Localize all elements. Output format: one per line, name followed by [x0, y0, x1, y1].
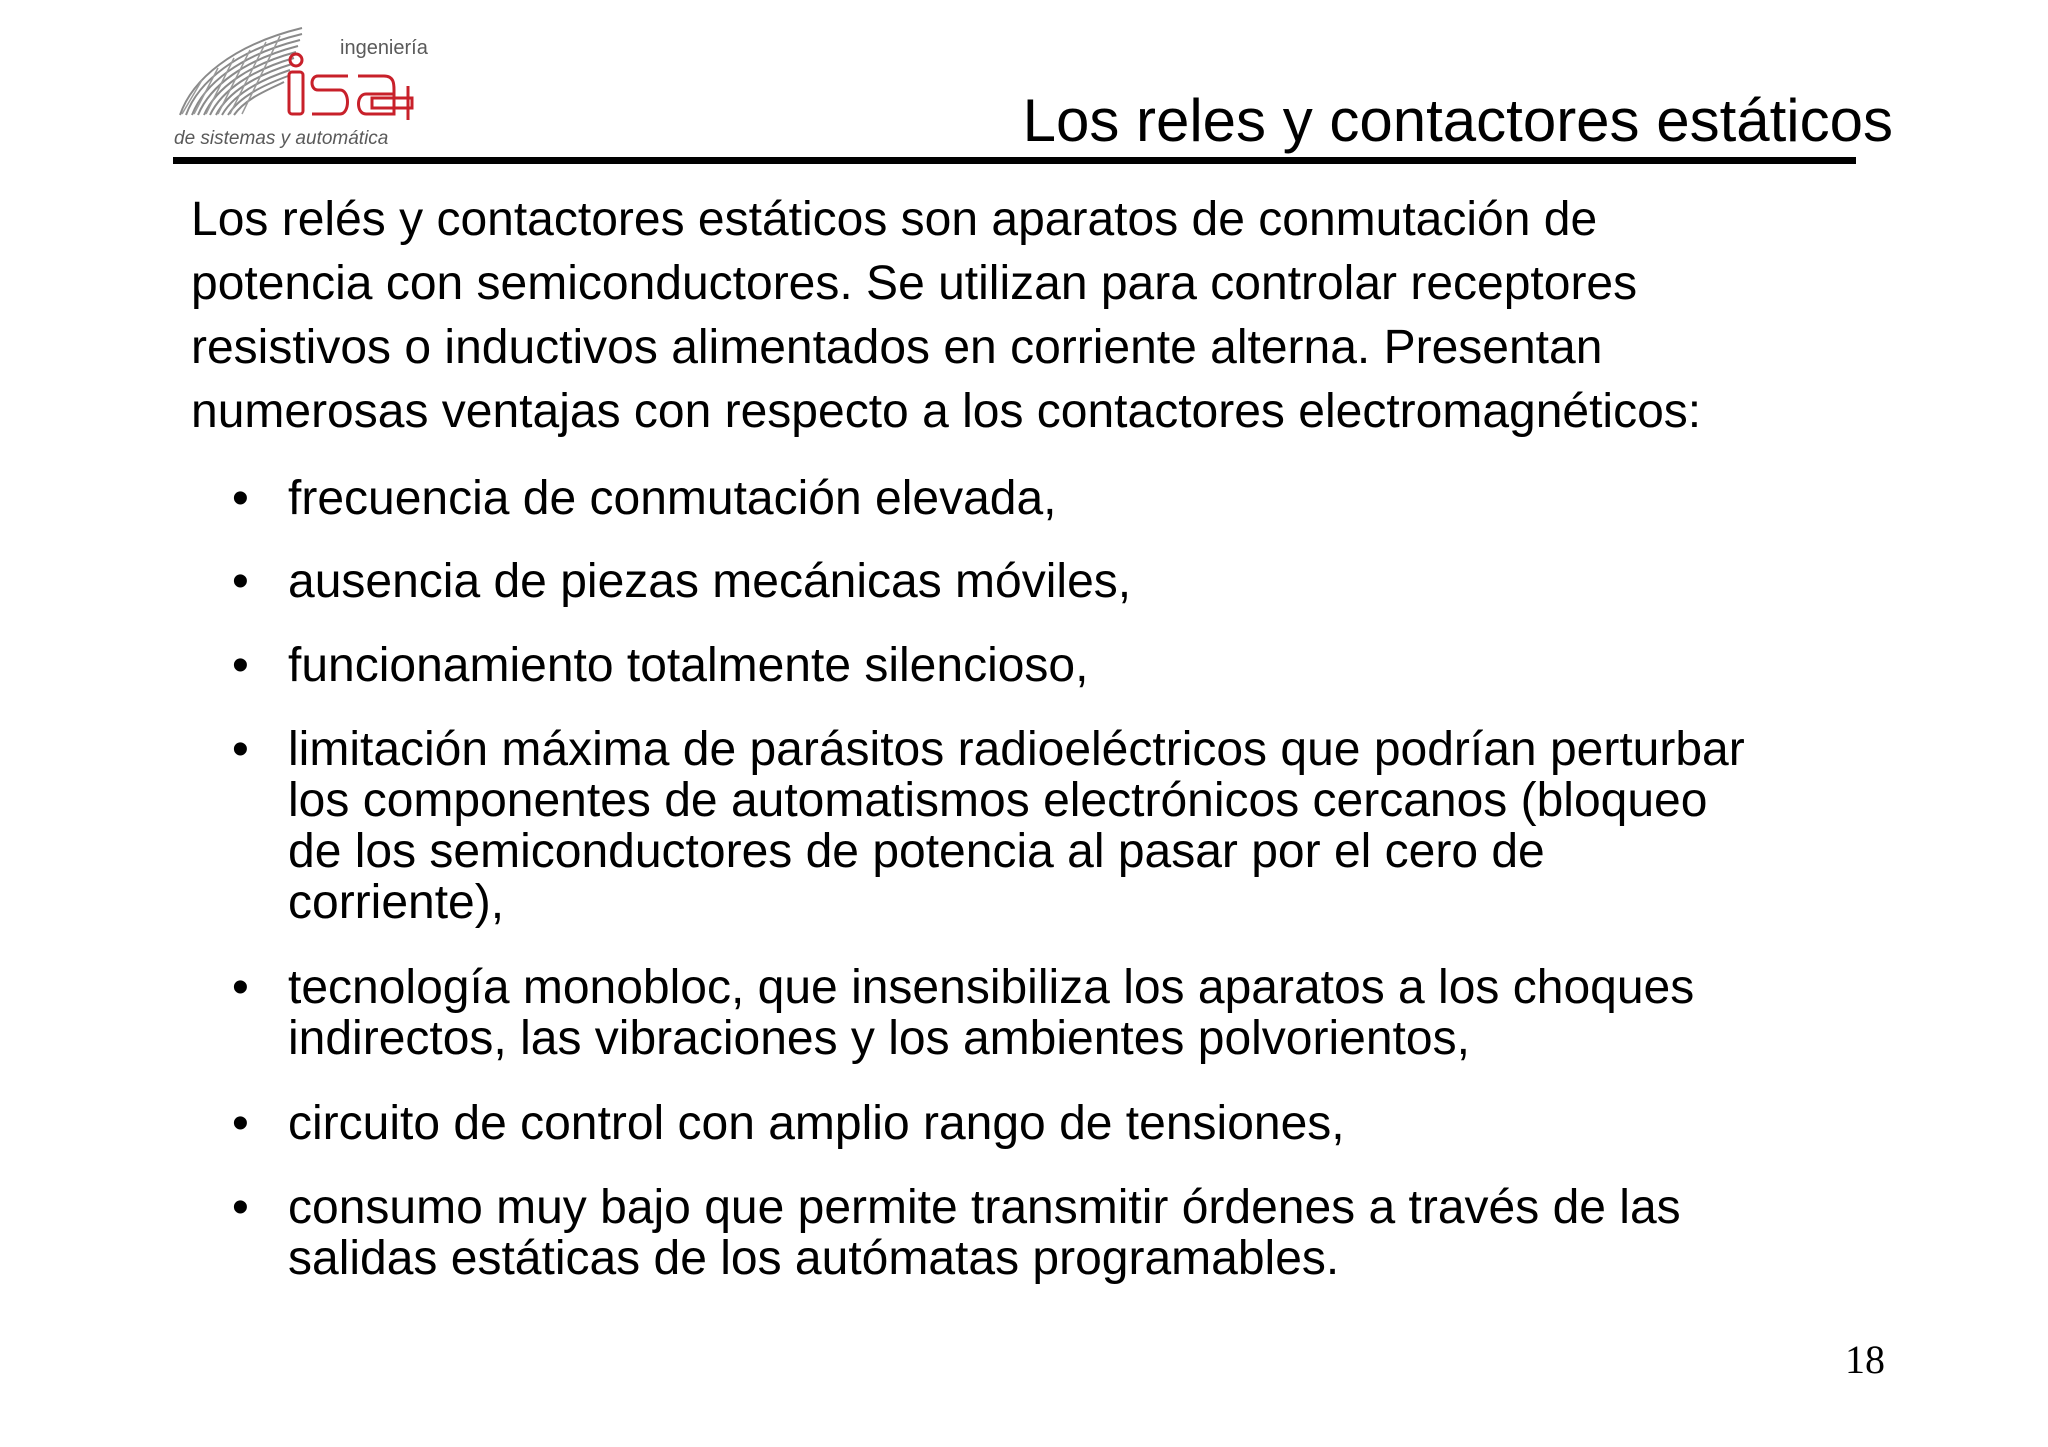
list-item-line: funcionamiento totalmente silencioso,: [288, 639, 1089, 692]
bullet-marker: •: [232, 639, 249, 692]
intro-line: potencia con semiconductores. Se utilizan para controlar receptores: [191, 257, 1638, 310]
list-item-line: indirectos, las vibraciones y los ambientes polvorientos,: [288, 1012, 1470, 1065]
list-item-line: de los semiconductores de potencia al pasar por el cero de: [288, 825, 1545, 878]
list-item-line: los componentes de automatismos electrónicos cercanos (bloqueo: [288, 774, 1708, 827]
list-item-line: circuito de control con amplio rango de tensiones,: [288, 1097, 1345, 1150]
list-item-text: [288, 962, 1694, 1064]
list-item-text: [288, 640, 1088, 691]
bullet-marker: •: [232, 961, 249, 1014]
bullet-marker: •: [232, 555, 249, 608]
bullet-marker: •: [232, 1181, 249, 1234]
isa-logo: [172, 20, 442, 155]
list-item-text: [288, 1098, 1345, 1149]
list-item-text: [288, 724, 1745, 928]
intro-line: resistivos o inductivos alimentados en corriente alterna. Presentan: [191, 321, 1603, 374]
list-item-text: [288, 556, 1131, 607]
list-item-line: corriente),: [288, 876, 505, 929]
list-item-line: consumo muy bajo que permite transmitir órdenes a través de las: [288, 1181, 1681, 1234]
bullet-marker: •: [232, 472, 249, 525]
intro-paragraph: [191, 188, 1891, 444]
list-item-line: limitación máxima de parásitos radioeléctricos que podrían perturbar: [288, 723, 1745, 776]
list-item-line: tecnología monobloc, que insensibiliza los aparatos a los choques: [288, 961, 1695, 1014]
page-number: 18: [1845, 1337, 1885, 1382]
list-item-text: [288, 473, 1057, 524]
header-divider: [173, 157, 1856, 164]
list-item-line: frecuencia de conmutación elevada,: [288, 472, 1057, 525]
list-item-line: salidas estáticas de los autómatas programables.: [288, 1232, 1340, 1285]
list-item-line: ausencia de piezas mecánicas móviles,: [288, 555, 1132, 608]
svg-text:de sistemas y automática: de sistemas y automática: [174, 128, 389, 149]
list-item-text: [288, 1182, 1681, 1284]
intro-line: numerosas ventajas con respecto a los contactores electromagnéticos:: [191, 385, 1702, 438]
slide-title: Los reles y contactores estáticos: [1022, 87, 1893, 155]
intro-line: Los relés y contactores estáticos son aparatos de conmutación de: [191, 193, 1598, 246]
bullet-marker: •: [232, 1097, 249, 1150]
bullet-marker: •: [232, 723, 249, 776]
svg-text:ingeniería: ingeniería: [340, 37, 428, 59]
